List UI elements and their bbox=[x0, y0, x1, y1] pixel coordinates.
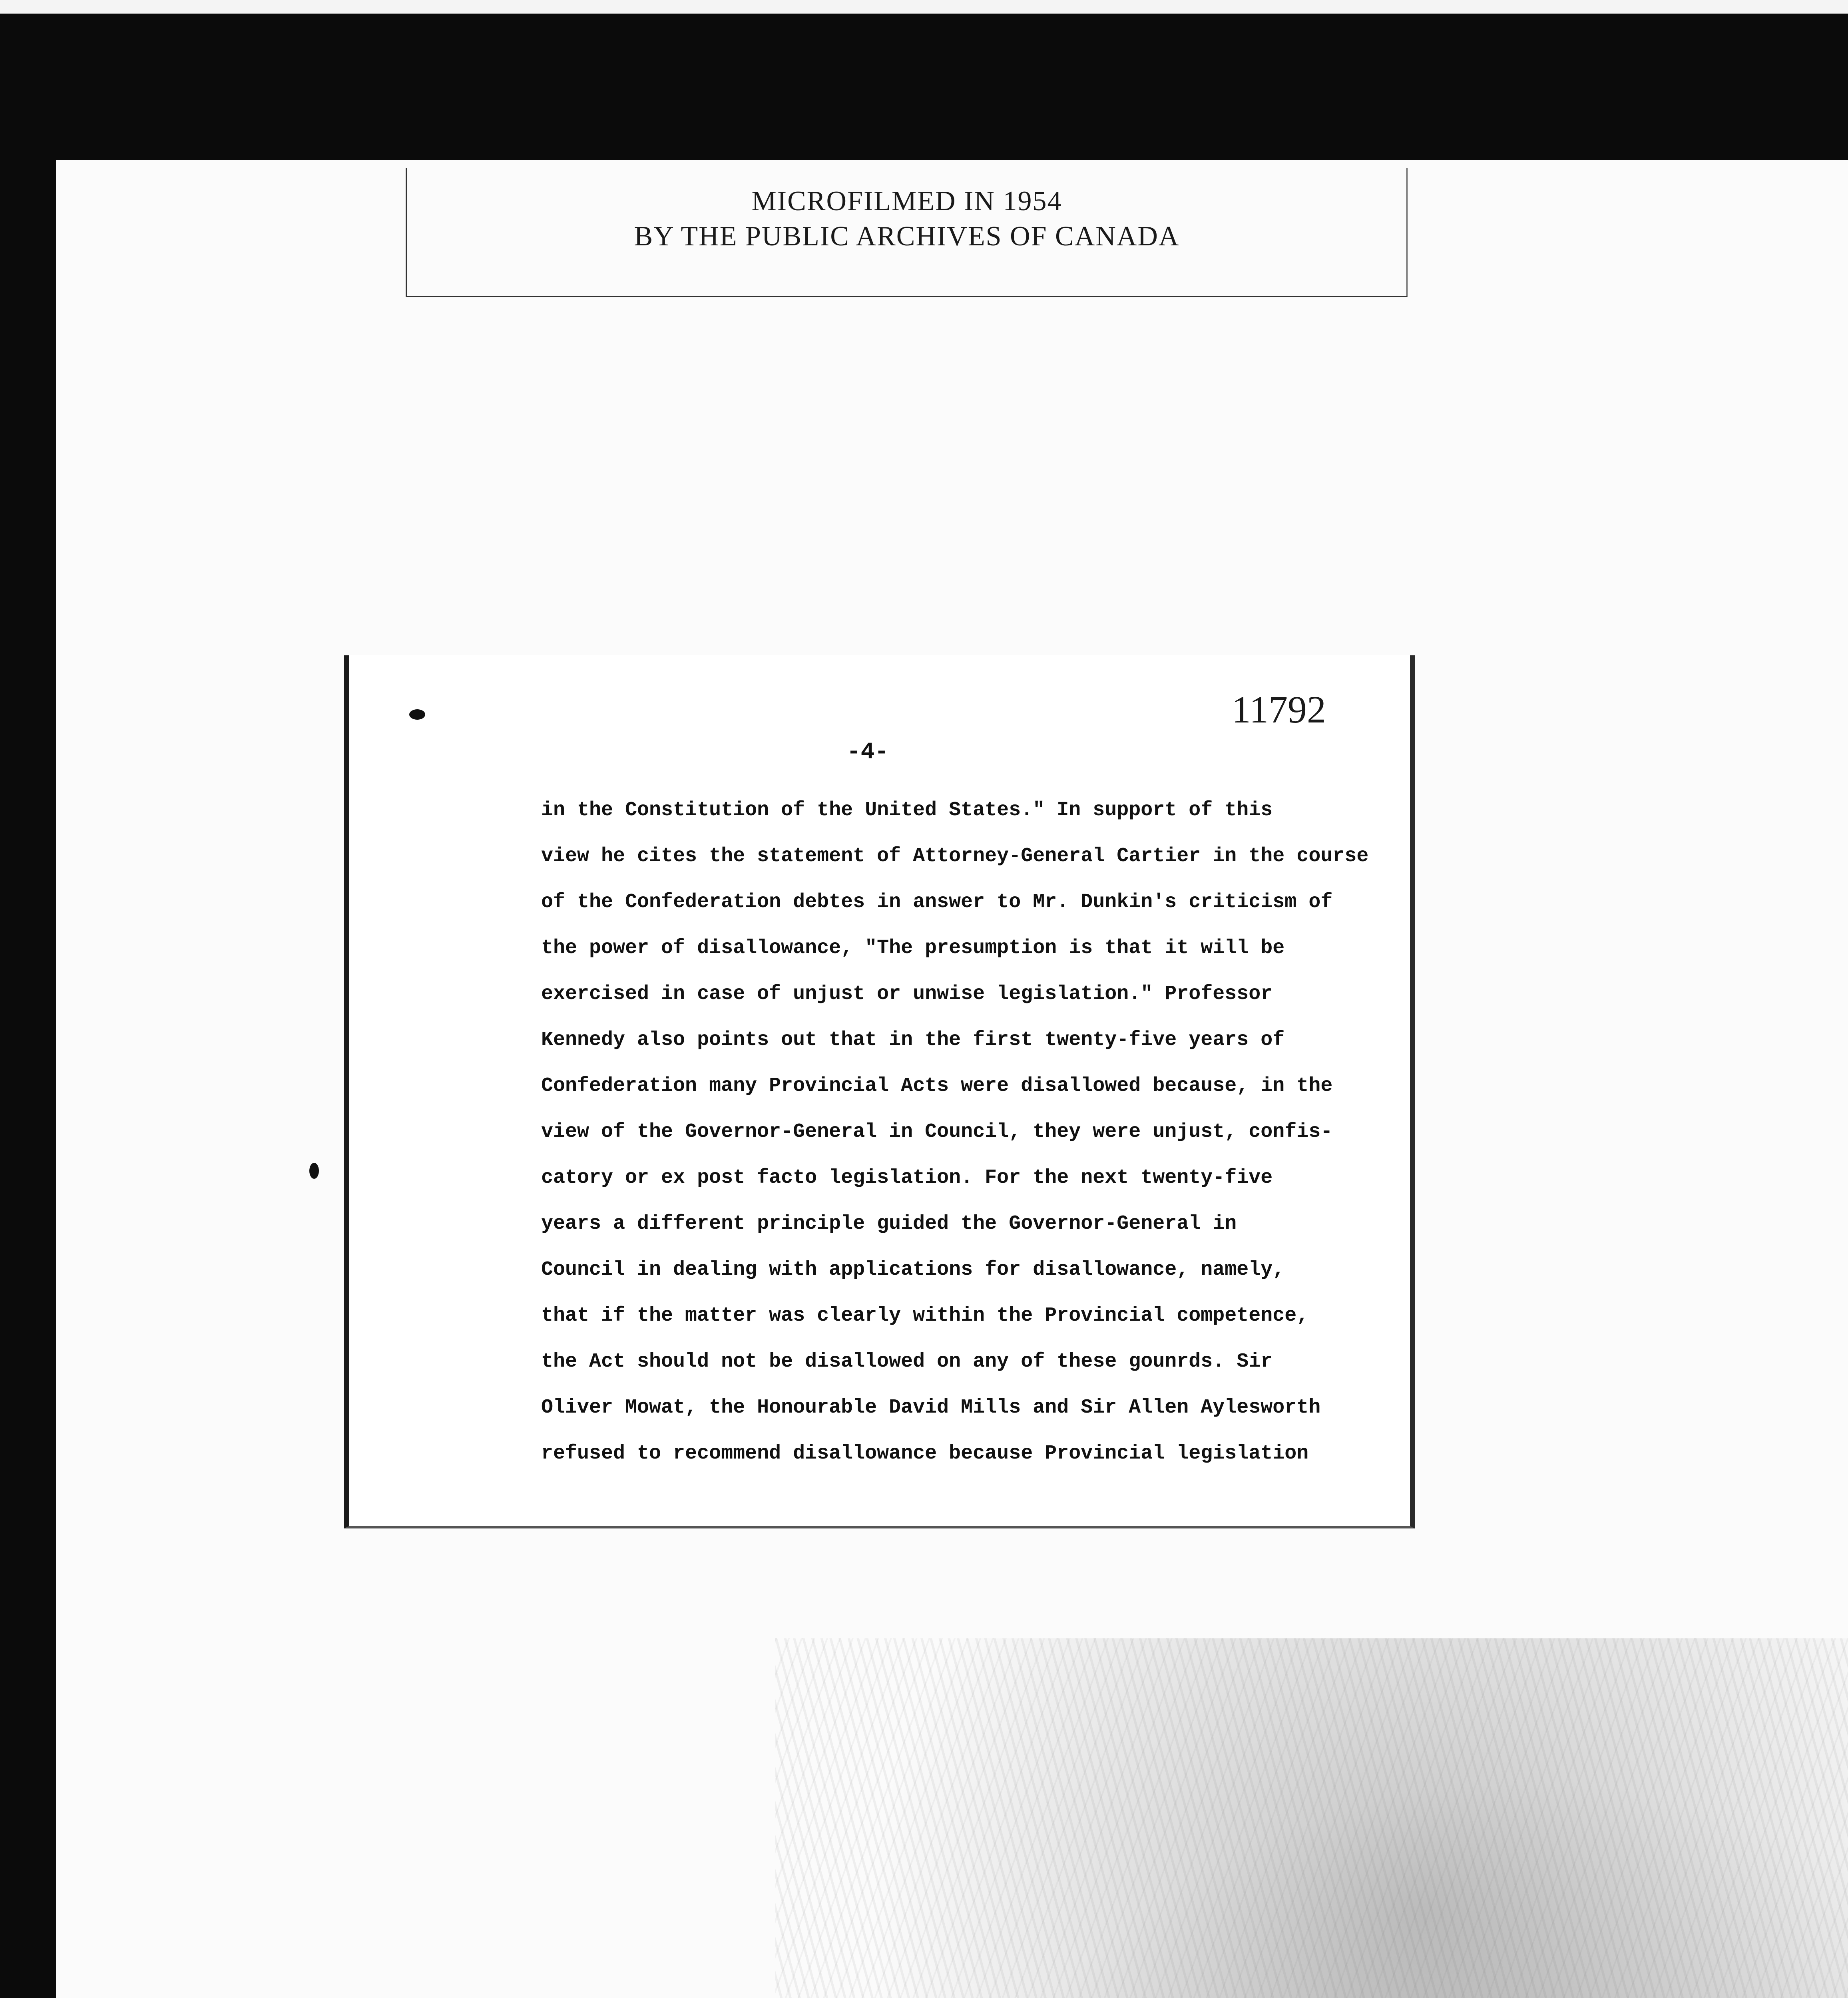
text-line: in the Constitution of the United States." In support of this bbox=[541, 799, 1273, 822]
stamp-line-2: BY THE PUBLIC ARCHIVES OF CANADA bbox=[634, 221, 1180, 252]
text-line: exercised in case of unjust or unwise legislation." Professor bbox=[541, 983, 1273, 1005]
folio-number: 11792 bbox=[1231, 688, 1326, 731]
stamp-line-1: MICROFILMED IN 1954 bbox=[751, 186, 1062, 217]
text-line: view he cites the statement of Attorney-General Cartier in the course bbox=[541, 845, 1369, 868]
text-line: Confederation many Provincial Acts were disallowed because, in the bbox=[541, 1075, 1333, 1097]
text-line: Oliver Mowat, the Honourable David Mills and Sir Allen Aylesworth bbox=[541, 1396, 1321, 1419]
text-line: that if the matter was clearly within the Provincial competence, bbox=[541, 1304, 1309, 1327]
body-text bbox=[541, 787, 1380, 1477]
text-line: Council in dealing with applications for disallowance, namely, bbox=[541, 1258, 1285, 1281]
text-line: catory or ex post facto legislation. For the next twenty-five bbox=[541, 1166, 1273, 1189]
text-line: the Act should not be disallowed on any of these gounrds. Sir bbox=[541, 1350, 1273, 1373]
text-line: of the Confederation debtes in answer to Mr. Dunkin's criticism of bbox=[541, 891, 1333, 913]
page-number: -4- bbox=[846, 739, 889, 765]
text-line: Kennedy also points out that in the first twenty-five years of bbox=[541, 1029, 1285, 1051]
typed-page bbox=[344, 655, 1415, 1528]
text-line: view of the Governor-General in Council, they were unjust, confis- bbox=[541, 1120, 1333, 1143]
text-line: the power of disallowance, "The presumption is that it will be bbox=[541, 937, 1285, 959]
ink-blot bbox=[309, 1163, 319, 1179]
ink-blot bbox=[409, 709, 425, 720]
text-line: refused to recommend disallowance because Provincial legislation bbox=[541, 1442, 1309, 1465]
film-texture bbox=[775, 1638, 1848, 1998]
text-line: years a different principle guided the Governor-General in bbox=[541, 1212, 1237, 1235]
microfilm-stamp bbox=[406, 168, 1408, 297]
film-edge bbox=[0, 0, 1848, 14]
